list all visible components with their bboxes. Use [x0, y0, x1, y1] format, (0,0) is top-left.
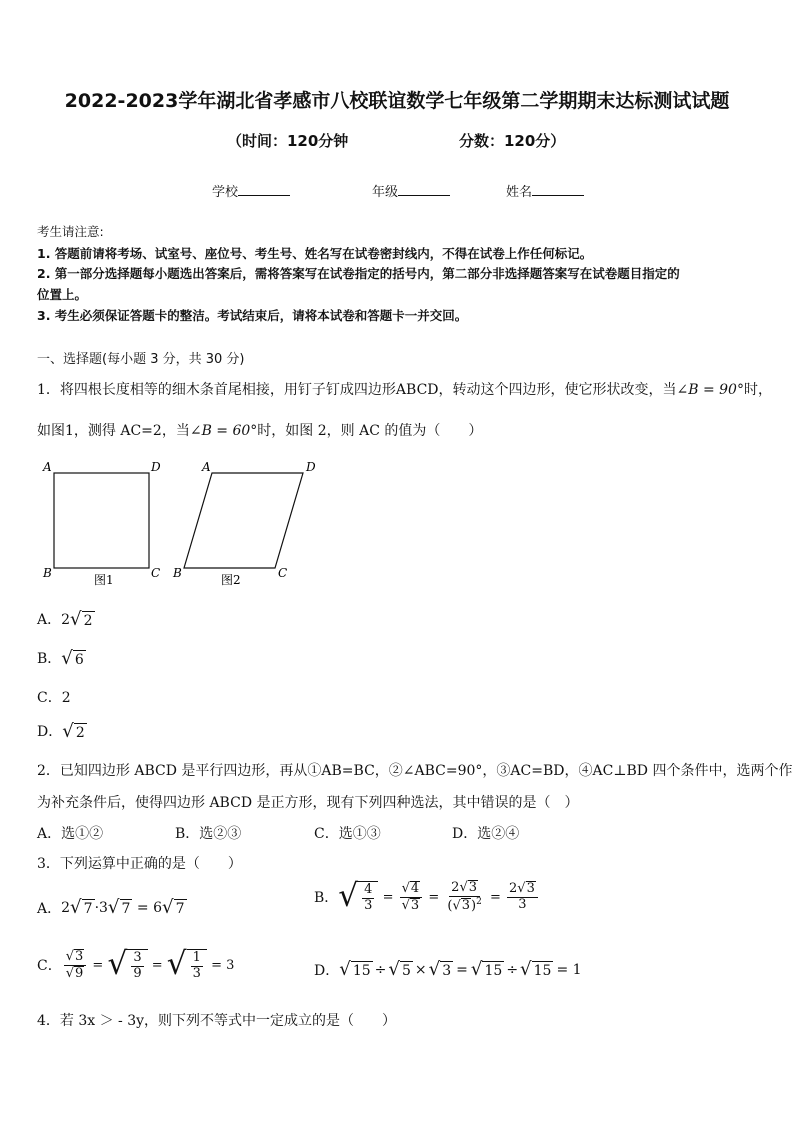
q3-option-c-label: C． — [37, 958, 62, 975]
page-title: 2022-2023学年湖北省孝感市八校联谊数学七年级第二学期期末达标测试试题 — [64, 90, 730, 112]
q1-option-a-radical: √ 2 — [70, 608, 93, 630]
q1-text-a: 1．将四根长度相等的细木条首尾相接，用钉子钉成四边形ABCD，转动这个四边形，使它形状改变，当∠ — [37, 382, 689, 398]
q2-option-b[interactable]: B．选②③ — [175, 826, 242, 842]
q3-option-b[interactable]: B． √ $\frac{4}{3}$ = $\frac{√4}{√3}$ = $\frac{2√3}{(√3)^2}$ = $\frac{2√3}{3}$ — [314, 880, 540, 914]
q1-line1 — [37, 379, 772, 399]
q1-option-a-label: A． — [37, 612, 62, 628]
q1-figures — [36, 456, 336, 590]
fig2-label-d: D — [306, 460, 316, 474]
q3-d-op3: ÷ — [506, 962, 519, 978]
q3-b-frac-3: $\frac{2√3}{(√3)^2}$ — [447, 880, 482, 914]
q3-c-result: = 3 — [211, 957, 235, 973]
fig2-label-a: A — [202, 460, 211, 474]
section-heading: 一、选择题(每小题 3 分，共 30 分) — [37, 352, 245, 367]
q3-d-op1: ÷ — [374, 962, 387, 978]
q3-stem: 3．下列运算中正确的是（ ） — [37, 856, 242, 872]
school-label: 学校 — [212, 185, 239, 200]
square-shape — [54, 473, 149, 568]
q1-option-c-value: 2 — [61, 690, 71, 706]
notice-item-3: 3. 考生必须保证答题卡的整洁。考试结束后，请将本试卷和答题卡一并交回。 — [37, 308, 468, 323]
fig2-caption: 图2 — [221, 573, 241, 587]
q3-a-radical-3: √ 7 — [161, 896, 185, 918]
q3-d-op2: × — [414, 962, 427, 978]
q3-d-radical-3: √ 3 — [428, 958, 452, 980]
q3-c-frac-1: $\frac{√3}{√9}$ — [64, 949, 87, 982]
q3-d-radical-4: √ 15 — [470, 958, 503, 980]
q3-option-a[interactable] — [37, 898, 187, 918]
q3-option-b-label: B． — [314, 890, 339, 907]
q3-a-coef1: 2 — [61, 900, 71, 916]
q3-a-radical-1: √ 7 — [70, 896, 93, 918]
figure-2 — [172, 460, 316, 587]
q1-option-d-label: D． — [37, 724, 63, 740]
notice-item-2: 2. 第一部分选择题每小题选出答案后，需将答案写在试卷指定的括号内，第二部分非选择题答案写在试卷题目指定的 — [37, 266, 680, 281]
q3-option-d[interactable] — [314, 960, 582, 980]
q4-stem: 4．若 3x ＞ - 3y，则下列不等式中一定成立的是（ ） — [37, 1013, 397, 1029]
q3-d-radical-5: √ 15 — [520, 958, 552, 980]
q1-option-c[interactable] — [37, 687, 71, 707]
q3-c-radical-frac-2: √ $\frac{3}{9}$ — [107, 949, 147, 982]
q2-option-a[interactable]: A．选①② — [37, 826, 104, 842]
q3-b-radical-frac: √ $\frac{4}{3}$ — [338, 881, 378, 914]
q2-option-d[interactable]: D．选②④ — [452, 826, 520, 842]
q1-option-b-radical: √ 6 — [61, 647, 84, 669]
school-blank — [238, 183, 290, 196]
q1-option-b[interactable] — [37, 648, 86, 668]
q1-option-b-label: B． — [37, 651, 62, 667]
fig2-label-c: C — [278, 566, 288, 580]
q1-angle-60: B = 60° — [201, 423, 258, 439]
q3-option-a-label: A． — [37, 901, 62, 917]
grade-blank — [398, 183, 450, 196]
q1-angle-90: B = 90° — [688, 382, 744, 398]
q3-d-radical-2: √ 5 — [388, 958, 411, 980]
q3-a-coef2: ·3 — [94, 900, 108, 916]
exam-time: （时间：120分钟 — [227, 132, 349, 150]
grade-field — [372, 181, 450, 200]
q3-c-radical-frac-3: √ $\frac{1}{3}$ — [167, 949, 207, 982]
q3-option-d-label: D． — [314, 963, 340, 979]
q1-line2 — [37, 420, 482, 440]
q1-option-d-radical: √ 2 — [62, 720, 85, 742]
q3-a-result-coef: = 6 — [132, 900, 162, 916]
name-blank — [532, 183, 584, 196]
name-label: 姓名 — [506, 185, 533, 200]
fig1-label-c: C — [151, 566, 161, 580]
notice-item-2-cont: 位置上。 — [37, 287, 88, 302]
rhombus-shape — [184, 473, 303, 568]
q2-option-c[interactable]: C．选①③ — [314, 826, 381, 842]
figure-1 — [42, 460, 161, 587]
fig1-label-a: A — [43, 460, 52, 474]
fig1-label-b: B — [43, 566, 52, 580]
q1-option-d[interactable] — [37, 721, 87, 741]
q1-option-a-coef: 2 — [61, 612, 71, 628]
fig1-caption: 图1 — [94, 573, 114, 587]
q2-line1: 2．已知四边形 ABCD 是平行四边形，再从①AB=BC，②∠ABC=90°，③AC=BD，④AC⊥BD 四个条件中，选两个作 — [37, 763, 793, 779]
q1-option-a[interactable] — [37, 609, 95, 629]
q1-option-c-label: C． — [37, 690, 62, 706]
notice-item-1: 1. 答题前请将考场、试室号、座位号、考生号、姓名写在试卷密封线内，不得在试卷上作任何标记。 — [37, 246, 593, 261]
q3-d-radical-1: √ 15 — [339, 958, 371, 980]
q3-d-result: = 1 — [556, 962, 582, 978]
grade-label: 年级 — [372, 185, 399, 200]
q1-text-2c: 时，如图 2，则 AC 的值为（ ） — [257, 423, 483, 439]
exam-score: 分数：120分） — [459, 132, 566, 150]
q3-d-eq: = — [456, 962, 468, 978]
q3-option-c[interactable]: C． $\frac{√3}{√9}$ = √ $\frac{3}{9}$ = √ $\frac{1}{3}$ = 3 — [37, 946, 235, 982]
q1-text-2a: 如图1，测得 AC=2，当∠ — [37, 423, 202, 439]
fig1-label-d: D — [151, 460, 161, 474]
q2-line2: 为补充条件后，使得四边形 ABCD 是正方形，现有下列四种选法，其中错误的是（ ） — [37, 795, 579, 811]
fig2-label-b: B — [173, 566, 182, 580]
q3-b-frac-2: $\frac{√4}{√3}$ — [400, 881, 423, 914]
q3-a-radical-2: √ 7 — [107, 896, 131, 918]
q3-b-frac-4: $\frac{2√3}{3}$ — [507, 881, 538, 913]
name-field — [506, 181, 584, 200]
q1-text-c: 时， — [743, 382, 772, 398]
notice-heading: 考生请注意: — [37, 224, 104, 239]
school-field — [212, 181, 290, 200]
